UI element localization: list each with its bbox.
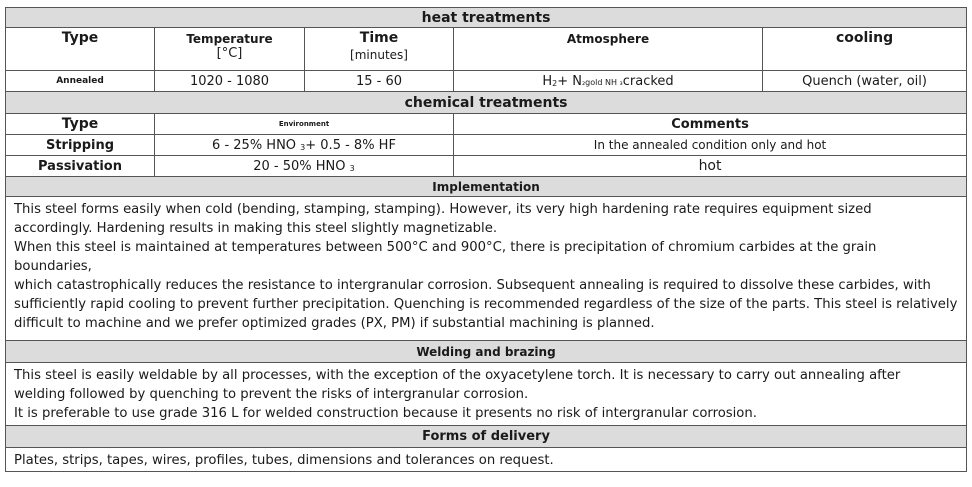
implementation-line: When this steel is maintained at temperatures between 500°C and 900°C, there is precipitation of chromium carbides at the grain boundaries, bbox=[14, 240, 877, 274]
implementation-line: sufficiently rapid cooling to prevent further precipitation. Quenching is recommended regardless of the size of the parts. This steel is relatively bbox=[14, 297, 958, 312]
chem-row-comment: hot bbox=[454, 156, 967, 177]
implementation-line: This steel forms easily when cold (bending, stamping, stamping). However, its very high hardening rate requires equipment sized bbox=[14, 202, 872, 217]
heat-row-time: 15 - 60 bbox=[305, 71, 454, 92]
heat-col-cooling: cooling bbox=[763, 28, 967, 71]
heat-row-temperature: 1020 - 1080 bbox=[155, 71, 305, 92]
implementation-line: difficult to machine and we prefer optimized grades (PX, PM) if substantial machining is planned. bbox=[14, 316, 655, 331]
heat-treatments-table bbox=[5, 7, 967, 472]
delivery-title: Forms of delivery bbox=[6, 426, 967, 448]
heat-row-atmosphere bbox=[454, 71, 763, 92]
atm-n: + N bbox=[557, 73, 582, 89]
env-hno: 20 - 50% HNO bbox=[253, 158, 350, 174]
heat-col-type: Type bbox=[6, 28, 155, 71]
chem-row-environment bbox=[155, 135, 454, 156]
temperature-label: Temperature bbox=[186, 32, 273, 46]
implementation-title: Implementation bbox=[6, 177, 967, 197]
env-hno-sub: 3 bbox=[300, 142, 306, 152]
heat-col-time bbox=[305, 28, 454, 71]
steel-datasheet bbox=[5, 7, 966, 472]
heat-treatments-title: heat treatments bbox=[6, 8, 967, 28]
implementation-line: which catastrophically reduces the resistance to intergranular corrosion. Subsequent annealing is required to dissolve these carbides, with bbox=[14, 278, 931, 293]
chem-row-environment bbox=[155, 156, 454, 177]
env-hno: 6 - 25% HNO bbox=[212, 137, 301, 153]
chem-row-type: Passivation bbox=[6, 156, 155, 177]
chem-row-comment: In the annealed condition only and hot bbox=[454, 135, 967, 156]
implementation-text bbox=[6, 197, 967, 341]
atm-h-sub: 2 bbox=[552, 78, 558, 88]
welding-line: welding followed by quenching to prevent the risks of intergranular corrosion. bbox=[14, 387, 529, 402]
implementation-line: accordingly. Hardening results in making this steel slightly magnetizable. bbox=[14, 221, 498, 236]
heat-row-type: Annealed bbox=[6, 71, 155, 92]
chem-col-comments: Comments bbox=[454, 114, 967, 135]
atm-gold-nh3: ₂gold NH ₃ bbox=[581, 77, 623, 87]
env-hf: + 0.5 - 8% HF bbox=[305, 137, 396, 153]
heat-row-cooling: Quench (water, oil) bbox=[763, 71, 967, 92]
atm-cracked: cracked bbox=[622, 73, 674, 89]
welding-title: Welding and brazing bbox=[6, 341, 967, 363]
time-label: Time bbox=[359, 30, 399, 46]
delivery-text: Plates, strips, tapes, wires, profiles, tubes, dimensions and tolerances on request. bbox=[6, 448, 967, 472]
chem-col-type: Type bbox=[6, 114, 155, 135]
welding-line: It is preferable to use grade 316 L for welded construction because it presents no risk of intergranular corrosion. bbox=[14, 406, 757, 421]
time-unit: [minutes] bbox=[350, 48, 408, 62]
atm-h: H bbox=[542, 73, 553, 89]
heat-col-temperature bbox=[155, 28, 305, 71]
chem-row-type: Stripping bbox=[6, 135, 155, 156]
temperature-unit: [°C] bbox=[216, 46, 243, 61]
chem-col-environment: Environment bbox=[155, 114, 454, 135]
heat-col-atmosphere: Atmosphere bbox=[454, 28, 763, 71]
welding-text bbox=[6, 363, 967, 426]
env-hno-sub: 3 bbox=[349, 163, 355, 173]
chemical-treatments-title: chemical treatments bbox=[6, 92, 967, 114]
welding-line: This steel is easily weldable by all processes, with the exception of the oxyacetylene torch. It is necessary to carry out annealing after bbox=[14, 368, 901, 383]
